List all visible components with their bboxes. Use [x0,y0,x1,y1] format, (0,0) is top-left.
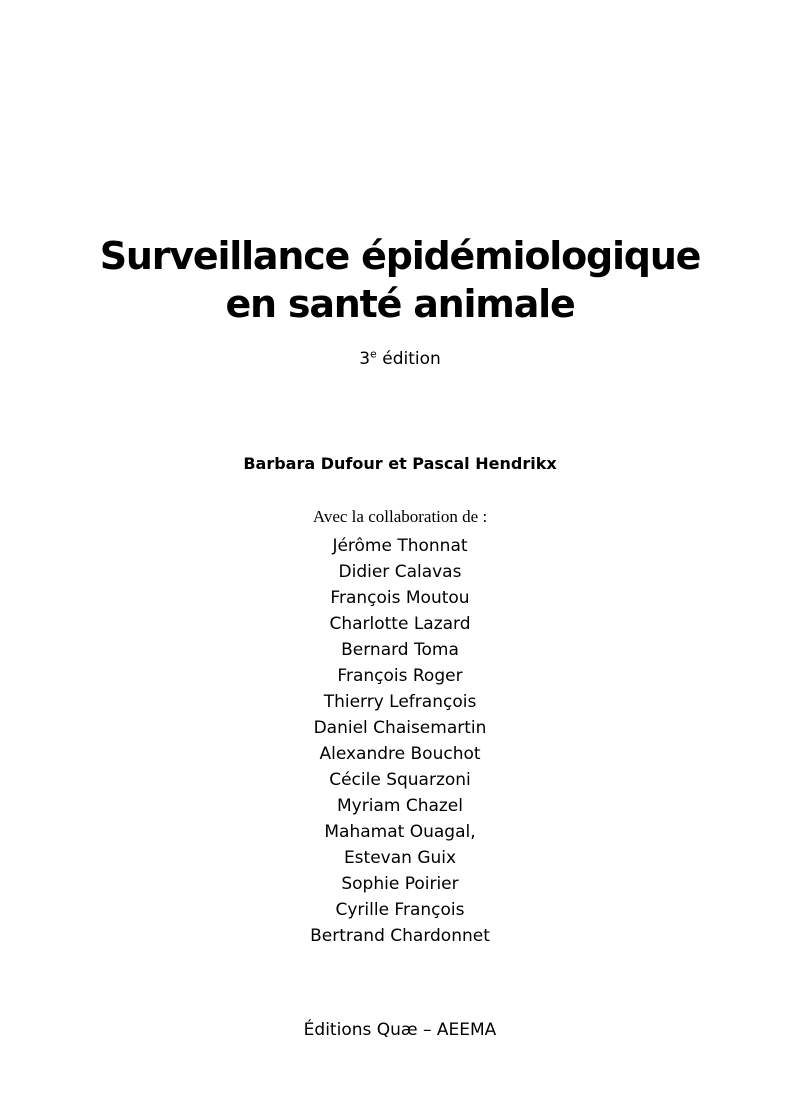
contributor-name: Didier Calavas [338,562,462,582]
contributor-name: Cécile Squarzoni [329,770,471,790]
contributor-name: Sophie Poirier [341,874,459,894]
edition-text: édition [376,349,441,369]
edition-superscript: e [370,347,377,361]
contributor-name: Myriam Chazel [337,796,463,816]
edition-label [0,347,800,371]
contributor-name: François Roger [337,666,463,686]
edition-number: 3 [359,349,371,369]
collaboration-intro: Avec la collaboration de : [312,507,488,526]
contributor-name: Mahamat Ouagal, [324,822,476,842]
contributor-name: Thierry Lefrançois [323,692,477,712]
contributor-name: Bernard Toma [341,640,459,660]
contributor-name: Alexandre Bouchot [319,744,481,764]
book-title-line-1: Surveillance épidémiologique [99,234,701,278]
contributor-name: Bertrand Chardonnet [310,926,490,946]
contributor-name: François Moutou [330,588,470,608]
authors: Barbara Dufour et Pascal Hendrikx [243,454,557,473]
book-title-line-2: en santé animale [225,282,575,326]
publisher: Éditions Quæ – AEEMA [303,1020,497,1040]
contributor-name: Jérôme Thonnat [332,536,468,556]
contributor-name: Daniel Chaisemartin [313,718,487,738]
contributor-name: Estevan Guix [343,848,457,868]
contributor-list [0,533,800,949]
contributor-name: Charlotte Lazard [329,614,471,634]
contributor-name: Cyrille François [335,900,465,920]
